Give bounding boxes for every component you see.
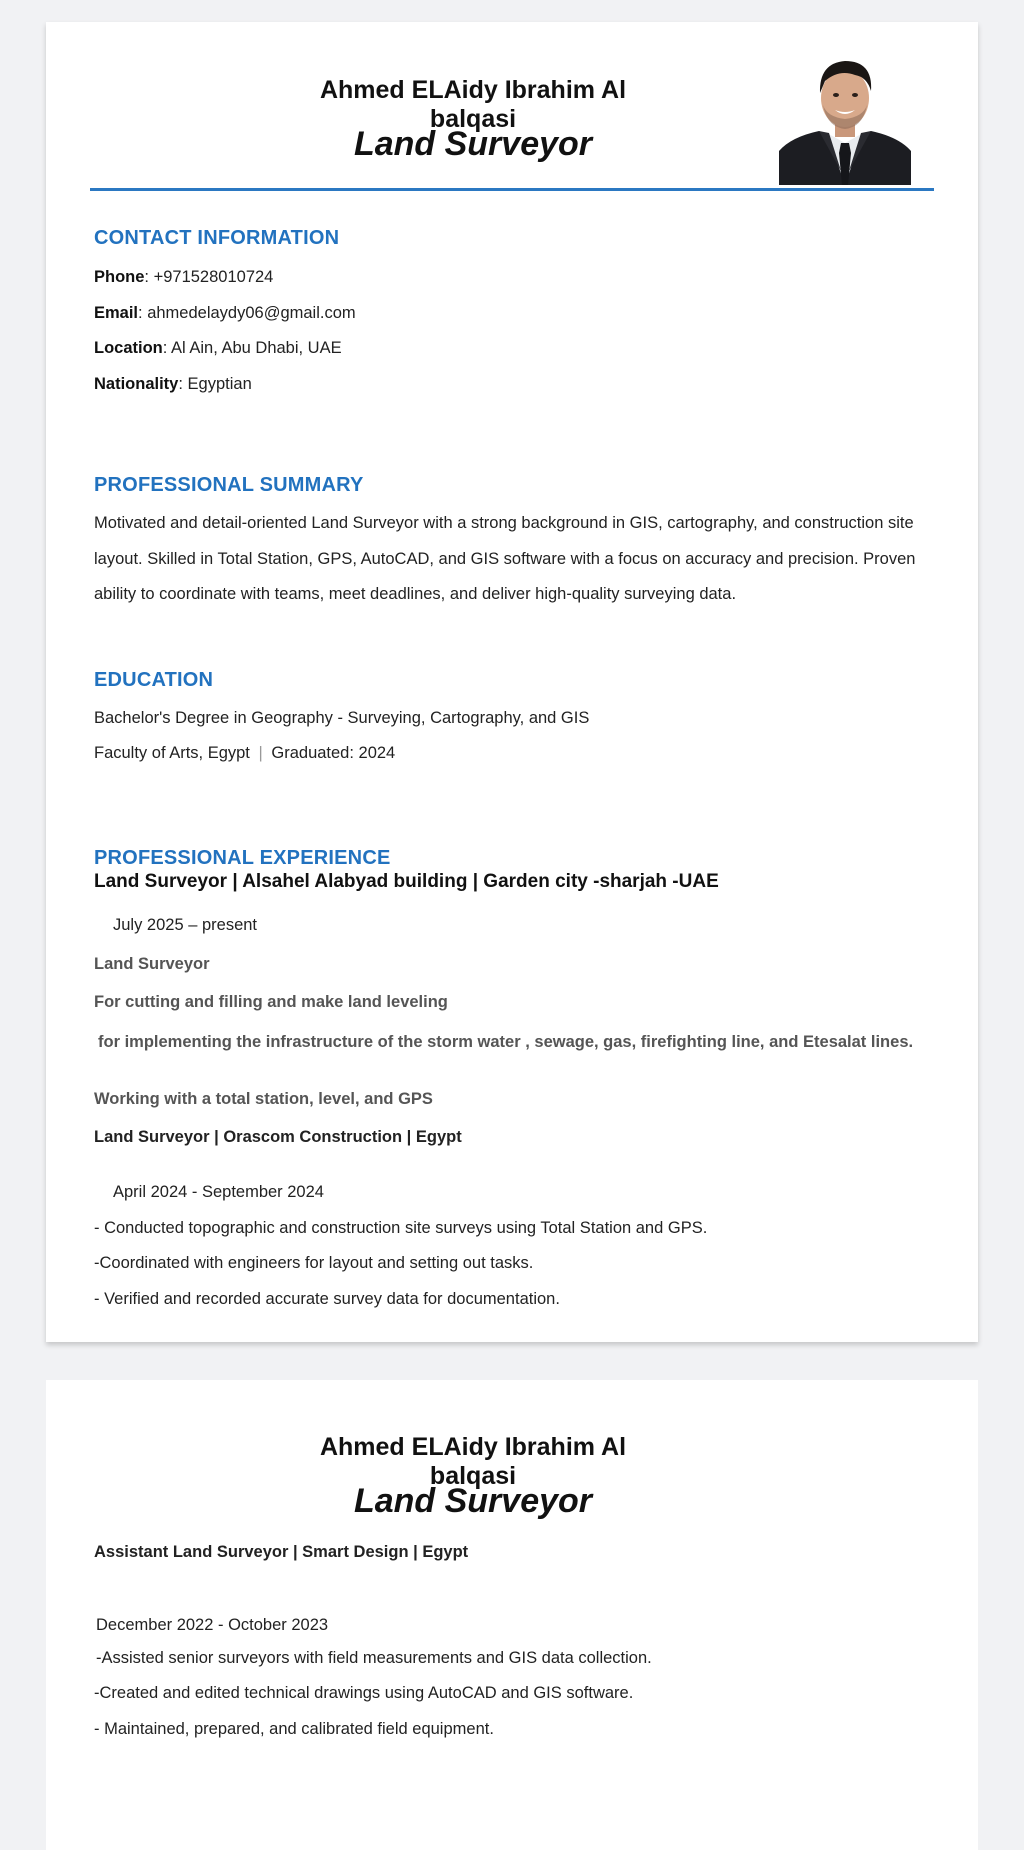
summary-heading: PROFESSIONAL SUMMARY [94, 474, 364, 496]
location-label: Location [94, 339, 163, 357]
job2-bullet-2: -Coordinated with engineers for layout and setting out tasks. [94, 1254, 534, 1272]
candidate-name: Ahmed ELAidy Ibrahim Al balqasi [319, 76, 627, 133]
job1-role: Land Surveyor [94, 955, 210, 973]
education-heading: EDUCATION [94, 669, 214, 691]
avatar [779, 53, 911, 185]
degree-line: Bachelor's Degree in Geography - Surveying, Cartography, and GIS [94, 709, 590, 727]
resume-page-2 [46, 1380, 978, 1850]
email-line [94, 304, 356, 323]
nationality-line [94, 375, 252, 394]
school-line [94, 744, 395, 763]
job2-bullet-3: - Verified and recorded accurate survey data for documentation. [94, 1290, 560, 1308]
job2-title: Land Surveyor | Orascom Construction | Egypt [94, 1128, 462, 1146]
job3-title: Assistant Land Surveyor | Smart Design | Egypt [94, 1543, 469, 1561]
job1-duty-2: for implementing the infrastructure of the storm water , sewage, gas, firefighting line, and Etesalat lines. [98, 1033, 914, 1051]
job1-duty-1: For cutting and filling and make land leveling [94, 993, 448, 1011]
school-name: Faculty of Arts, Egypt [94, 744, 250, 762]
location-line [94, 339, 342, 358]
summary-text: Motivated and detail-oriented Land Surveyor with a strong background in GIS, cartography, and construction site layout. Skilled in Total Station, GPS, AutoCAD, and GIS software with a focus on accuracy and precision. Proven ability to coordinate with teams, meet deadlines, and deliver high-quality surveying data. [94, 514, 916, 603]
job3-bullet-2: -Created and edited technical drawings using AutoCAD and GIS software. [94, 1684, 634, 1702]
candidate-name-page2: Ahmed ELAidy Ibrahim Al balqasi [319, 1433, 627, 1490]
job-title: Land Surveyor [353, 125, 593, 163]
nationality-label: Nationality [94, 375, 179, 393]
job3-dates: December 2022 - October 2023 [96, 1616, 329, 1634]
job2-bullet-1: - Conducted topographic and construction site surveys using Total Station and GPS. [94, 1219, 708, 1237]
graduation: Graduated: 2024 [271, 744, 396, 762]
job3-bullet-1: -Assisted senior surveyors with field measurements and GIS data collection. [96, 1649, 652, 1667]
phone-line [94, 268, 273, 287]
job1-duty-3: Working with a total station, level, and GPS [94, 1090, 433, 1108]
email-value: : ahmedelaydy06@gmail.com [138, 304, 356, 322]
location-value: : Al Ain, Abu Dhabi, UAE [162, 339, 342, 357]
job3-bullet-3: - Maintained, prepared, and calibrated field equipment. [94, 1720, 494, 1738]
email-label: Email [94, 304, 139, 322]
experience-heading: PROFESSIONAL EXPERIENCE [94, 847, 391, 869]
phone-label: Phone [94, 268, 145, 286]
profile-photo [779, 53, 911, 185]
nationality-value: : Egyptian [178, 375, 252, 393]
contact-heading: CONTACT INFORMATION [94, 227, 340, 249]
resume-page-1 [46, 22, 978, 1342]
phone-value: : +971528010724 [144, 268, 274, 286]
job-title-page2: Land Surveyor [353, 1482, 593, 1520]
job1-title: Land Surveyor | Alsahel Alabyad building | Garden city -sharjah -UAE [94, 871, 719, 892]
job2-dates: April 2024 - September 2024 [113, 1183, 324, 1201]
job1-dates: July 2025 – present [113, 916, 258, 934]
school-separator: | [258, 744, 263, 762]
header-divider [90, 188, 934, 191]
